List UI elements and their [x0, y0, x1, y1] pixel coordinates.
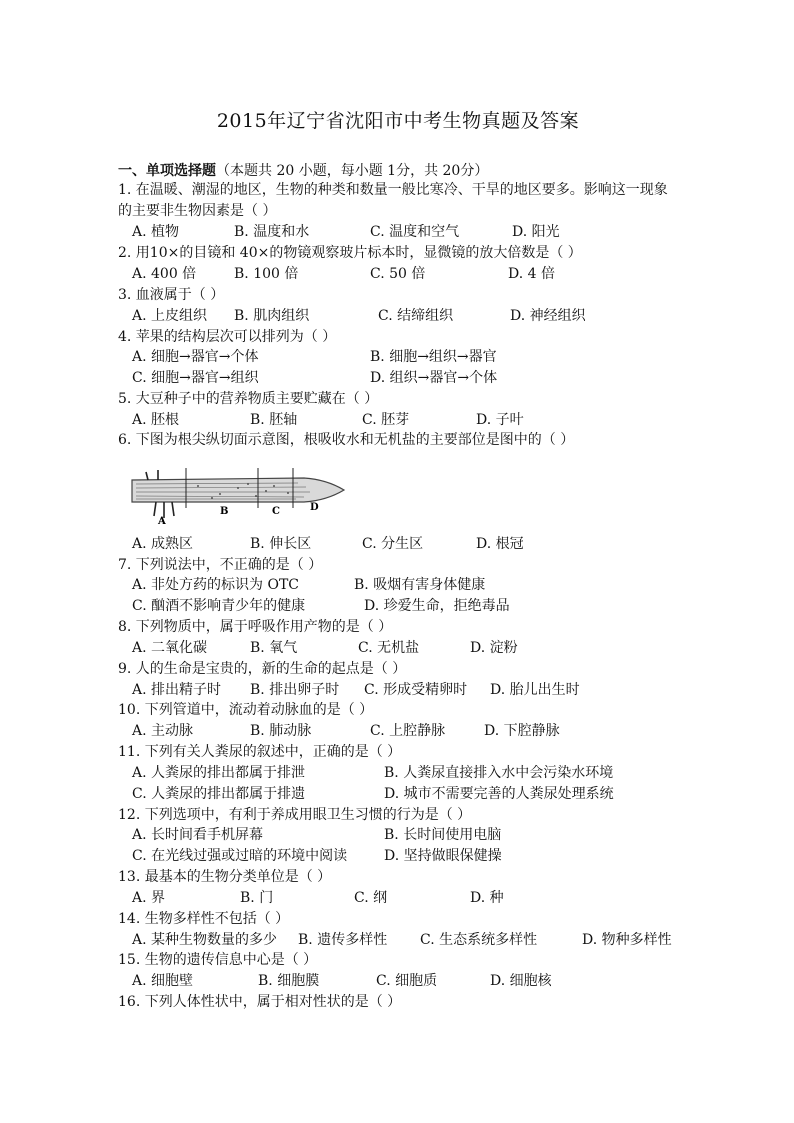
- question-14-option-b: B. 遗传多样性: [298, 932, 388, 948]
- question-6-option-a: A. 成熟区: [132, 536, 194, 552]
- question-2-option-c: C. 50 倍: [370, 266, 426, 282]
- question-4-option-d: D. 组织→器官→个体: [370, 370, 498, 386]
- question-15-option-d: D. 细胞核: [490, 973, 552, 989]
- question-6-stem: 6. 下图为根尖纵切面示意图，根吸收水和无机盐的主要部位是图中的（ ）: [118, 432, 575, 448]
- question-10-option-d: D. 下腔静脉: [484, 723, 560, 739]
- question-7-option-a: A. 非处方药的标识为 OTC: [132, 577, 299, 593]
- question-4-stem: 4. 苹果的结构层次可以排列为（ ）: [118, 329, 337, 345]
- question-14-option-d: D. 物种多样性: [582, 932, 672, 948]
- question-3-option-d: D. 神经组织: [510, 308, 586, 324]
- question-3-option-c: C. 结缔组织: [378, 308, 454, 324]
- question-14-option-a: A. 某种生物数量的多少: [132, 932, 278, 948]
- question-10-option-c: C. 上腔静脉: [370, 723, 446, 739]
- root-tip-diagram: [128, 464, 346, 526]
- question-2-stem: 2. 用10×的目镜和 40×的物镜观察玻片标本时，显微镜的放大倍数是（ ）: [118, 245, 582, 261]
- section-heading-label: 一、单项选择题: [118, 163, 216, 179]
- question-12-option-d: D. 坚持做眼保健操: [384, 848, 502, 864]
- section-heading: [118, 160, 488, 180]
- question-2-option-d: D. 4 倍: [508, 266, 555, 282]
- question-9-option-a: A. 排出精子时: [132, 682, 222, 698]
- question-5-stem: 5. 大豆种子中的营养物质主要贮藏在（ ）: [118, 391, 379, 407]
- question-12-option-c: C. 在光线过强或过暗的环境中阅读: [132, 848, 348, 864]
- question-3-option-a: A. 上皮组织: [132, 308, 208, 324]
- question-2-option-b: B. 100 倍: [234, 266, 299, 282]
- question-1-stem-line-2: 的主要非生物因素是（ ）: [118, 203, 277, 219]
- question-1-option-a: A. 植物: [132, 224, 180, 240]
- question-11-stem: 11. 下列有关人粪尿的叙述中，正确的是（ ）: [118, 744, 402, 760]
- question-1-option-d: D. 阳光: [512, 224, 560, 240]
- figure-label-c: C: [272, 506, 280, 517]
- question-14-stem: 14. 生物多样性不包括（ ）: [118, 911, 290, 927]
- figure-label-d: D: [310, 502, 319, 513]
- question-4-option-a: A. 细胞→器官→个体: [132, 349, 259, 365]
- question-1-option-c: C. 温度和空气: [370, 224, 460, 240]
- question-12-option-a: A. 长时间看手机屏幕: [132, 827, 264, 843]
- figure-label-b: B: [220, 506, 229, 517]
- question-7-option-c: C. 酗酒不影响青少年的健康: [132, 598, 306, 614]
- question-11-option-a: A. 人粪尿的排出都属于排泄: [132, 765, 306, 781]
- question-4-option-c: C. 细胞→器官→组织: [132, 370, 259, 386]
- question-5-option-c: C. 胚芽: [362, 412, 410, 428]
- question-1-stem-line-1: 1. 在温暖、潮湿的地区，生物的种类和数量一般比寒冷、干旱的地区要多。影响这一现象: [118, 182, 668, 198]
- question-8-stem: 8. 下列物质中，属于呼吸作用产物的是（ ）: [118, 619, 393, 635]
- question-13-option-d: D. 种: [470, 890, 504, 906]
- question-10-stem: 10. 下列管道中，流动着动脉血的是（ ）: [118, 702, 374, 718]
- question-7-option-b: B. 吸烟有害身体健康: [354, 577, 486, 593]
- question-10-option-b: B. 肺动脉: [250, 723, 312, 739]
- question-9-option-b: B. 排出卵子时: [250, 682, 340, 698]
- question-13-option-c: C. 纲: [354, 890, 388, 906]
- question-13-stem: 13. 最基本的生物分类单位是（ ）: [118, 869, 332, 885]
- question-13-option-a: A. 界: [132, 890, 166, 906]
- figure-label-a: A: [158, 516, 166, 526]
- question-5-option-d: D. 子叶: [476, 412, 524, 428]
- question-15-option-a: A. 细胞壁: [132, 973, 194, 989]
- question-13-option-b: B. 门: [240, 890, 274, 906]
- question-14-option-c: C. 生态系统多样性: [420, 932, 538, 948]
- question-11-option-b: B. 人粪尿直接排入水中会污染水环境: [384, 765, 614, 781]
- question-2-option-a: A. 400 倍: [132, 266, 197, 282]
- question-9-option-c: C. 形成受精卵时: [364, 682, 468, 698]
- question-6-option-c: C. 分生区: [362, 536, 424, 552]
- question-10-option-a: A. 主动脉: [132, 723, 194, 739]
- question-8-option-b: B. 氧气: [250, 640, 298, 656]
- question-9-option-d: D. 胎儿出生时: [490, 682, 580, 698]
- question-6-option-b: B. 伸长区: [250, 536, 312, 552]
- question-15-option-c: C. 细胞质: [376, 973, 438, 989]
- question-11-option-d: D. 城市不需要完善的人粪尿处理系统: [384, 786, 614, 802]
- question-5-option-b: B. 胚轴: [250, 412, 298, 428]
- question-8-option-c: C. 无机盐: [358, 640, 420, 656]
- page-title: 2015年辽宁省沈阳市中考生物真题及答案: [216, 110, 580, 132]
- question-16-stem: 16. 下列人体性状中，属于相对性状的是（ ）: [118, 994, 402, 1010]
- question-12-stem: 12. 下列选项中，有利于养成用眼卫生习惯的行为是（ ）: [118, 807, 472, 823]
- question-3-option-b: B. 肌肉组织: [234, 308, 310, 324]
- section-note: （本题共 20 小题，每小题 1分，共 20分）: [216, 163, 489, 179]
- question-8-option-a: A. 二氧化碳: [132, 640, 208, 656]
- question-6-option-d: D. 根冠: [476, 536, 524, 552]
- question-8-option-d: D. 淀粉: [470, 640, 518, 656]
- question-3-stem: 3. 血液属于（ ）: [118, 287, 225, 303]
- question-4-option-b: B. 细胞→组织→器官: [370, 349, 497, 365]
- question-7-stem: 7. 下列说法中，不正确的是（ ）: [118, 557, 323, 573]
- question-7-option-d: D. 珍爱生命，拒绝毒品: [364, 598, 510, 614]
- question-12-option-b: B. 长时间使用电脑: [384, 827, 502, 843]
- question-15-stem: 15. 生物的遗传信息中心是（ ）: [118, 952, 318, 968]
- question-5-option-a: A. 胚根: [132, 412, 180, 428]
- question-9-stem: 9. 人的生命是宝贵的，新的生命的起点是（ ）: [118, 661, 407, 677]
- question-15-option-b: B. 细胞膜: [258, 973, 320, 989]
- question-1-option-b: B. 温度和水: [234, 224, 310, 240]
- question-11-option-c: C. 人粪尿的排出都属于排遗: [132, 786, 306, 802]
- root-body-shape: [132, 478, 344, 502]
